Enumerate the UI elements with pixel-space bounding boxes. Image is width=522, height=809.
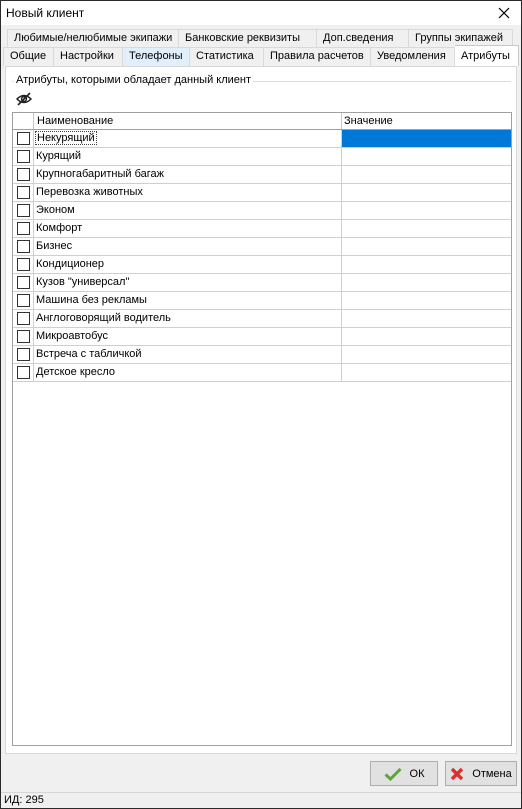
attributes-grid	[12, 112, 512, 746]
table-row[interactable]	[13, 202, 511, 220]
attribute-value-cell[interactable]	[342, 202, 511, 219]
row-check-cell	[13, 220, 34, 237]
attribute-checkbox[interactable]	[17, 348, 30, 361]
attributes-panel	[5, 66, 517, 754]
attribute-name-cell[interactable]	[34, 364, 342, 381]
header-value[interactable]: Значение	[344, 115, 393, 127]
attribute-name: Кузов "универсал"	[36, 276, 130, 288]
row-check-cell	[13, 202, 34, 219]
row-check-cell	[13, 274, 34, 291]
row-check-cell	[13, 328, 34, 345]
table-row[interactable]	[13, 328, 511, 346]
ok-label: ОК	[409, 767, 425, 780]
tab-notifications[interactable]: Уведомления	[371, 47, 455, 66]
attribute-checkbox[interactable]	[17, 204, 30, 217]
attribute-name: Комфорт	[36, 222, 83, 234]
tab-settings[interactable]: Настройки	[54, 47, 123, 66]
row-check-cell	[13, 346, 34, 363]
close-button[interactable]	[489, 1, 519, 25]
table-row[interactable]	[13, 166, 511, 184]
attribute-value-cell[interactable]	[342, 130, 511, 147]
cancel-label: Отмена	[472, 767, 512, 780]
ok-button[interactable]	[370, 761, 438, 786]
attribute-checkbox[interactable]	[17, 168, 30, 181]
attribute-checkbox[interactable]	[17, 294, 30, 307]
row-check-cell	[13, 148, 34, 165]
attribute-name-cell[interactable]	[34, 220, 342, 237]
attribute-name-cell[interactable]	[34, 166, 342, 183]
row-check-cell	[13, 364, 34, 381]
attribute-name-cell[interactable]	[34, 238, 342, 255]
attribute-checkbox[interactable]	[17, 312, 30, 325]
grid-header	[13, 113, 511, 130]
attribute-name-cell[interactable]	[34, 130, 342, 147]
attribute-value-cell[interactable]	[342, 346, 511, 363]
attribute-name-cell[interactable]	[34, 346, 342, 363]
attribute-value-cell[interactable]	[342, 166, 511, 183]
client-id: ИД: 295	[4, 794, 44, 806]
table-row[interactable]	[13, 220, 511, 238]
attribute-name-cell[interactable]	[34, 148, 342, 165]
checkmark-icon	[384, 767, 402, 781]
row-check-cell	[13, 292, 34, 309]
tab-calc-rules[interactable]: Правила расчетов	[264, 47, 371, 66]
attribute-checkbox[interactable]	[17, 132, 30, 145]
attribute-name: Встреча с табличкой	[36, 348, 142, 360]
table-row[interactable]	[13, 238, 511, 256]
attribute-value-cell[interactable]	[342, 328, 511, 345]
attribute-name: Кондиционер	[36, 258, 105, 270]
tab-statistics[interactable]: Статистика	[190, 47, 264, 66]
attribute-checkbox[interactable]	[17, 258, 30, 271]
attribute-name: Детское кресло	[36, 366, 116, 378]
attribute-checkbox[interactable]	[17, 222, 30, 235]
attribute-name: Некурящий	[37, 132, 95, 144]
attribute-value-cell[interactable]	[342, 148, 511, 165]
table-row[interactable]	[13, 256, 511, 274]
tab-favorite-crews[interactable]: Любимые/нелюбимые экипажи	[7, 29, 179, 48]
attribute-name: Англоговорящий водитель	[36, 312, 171, 324]
attribute-checkbox[interactable]	[17, 366, 30, 379]
attribute-value-cell[interactable]	[342, 274, 511, 291]
attribute-checkbox[interactable]	[17, 150, 30, 163]
tabs-area	[1, 25, 521, 67]
attribute-name: Эконом	[36, 204, 75, 216]
table-row[interactable]	[13, 292, 511, 310]
attribute-name-cell[interactable]	[34, 310, 342, 327]
attribute-name: Перевозка животных	[36, 186, 143, 198]
row-check-cell	[13, 310, 34, 327]
button-bar	[1, 754, 521, 792]
attribute-value-cell[interactable]	[342, 256, 511, 273]
table-row[interactable]	[13, 130, 511, 148]
toggle-visibility-button[interactable]	[15, 91, 33, 107]
attribute-value-cell[interactable]	[342, 184, 511, 201]
table-row[interactable]	[13, 184, 511, 202]
eye-off-icon	[15, 91, 33, 107]
table-row[interactable]	[13, 346, 511, 364]
attribute-checkbox[interactable]	[17, 276, 30, 289]
attribute-name-cell[interactable]	[34, 184, 342, 201]
attribute-name-cell[interactable]	[34, 292, 342, 309]
row-check-cell	[13, 166, 34, 183]
row-check-cell	[13, 238, 34, 255]
attribute-name: Курящий	[36, 150, 82, 162]
attribute-value-cell[interactable]	[342, 292, 511, 309]
window-title: Новый клиент	[6, 6, 85, 20]
header-name[interactable]: Наименование	[34, 113, 342, 129]
attribute-name: Машина без рекламы	[36, 294, 147, 306]
attribute-checkbox[interactable]	[17, 186, 30, 199]
close-icon	[498, 7, 510, 19]
header-check-cell	[13, 113, 34, 129]
attribute-name: Крупногабаритный багаж	[36, 168, 164, 180]
title-bar	[1, 1, 521, 25]
tab-row-top	[7, 29, 513, 48]
attribute-value-cell[interactable]	[342, 364, 511, 381]
tab-bank-details[interactable]: Банковские реквизиты	[179, 29, 317, 48]
tab-attributes[interactable]: Атрибуты	[455, 45, 519, 66]
attribute-name-cell[interactable]	[34, 328, 342, 345]
cancel-button[interactable]	[445, 761, 517, 786]
attribute-value-cell[interactable]	[342, 238, 511, 255]
tab-additional-info[interactable]: Доп.сведения	[317, 29, 409, 48]
tab-phones[interactable]: Телефоны	[123, 47, 190, 66]
attribute-value-cell[interactable]	[342, 220, 511, 237]
table-row[interactable]	[13, 274, 511, 292]
attribute-name-cell[interactable]	[34, 274, 342, 291]
attribute-name: Бизнес	[36, 240, 73, 252]
attribute-name-cell[interactable]	[34, 256, 342, 273]
attribute-value-cell[interactable]	[342, 310, 511, 327]
tab-general[interactable]: Общие	[3, 47, 54, 66]
row-check-cell	[13, 130, 34, 147]
table-row[interactable]	[13, 310, 511, 328]
tab-crew-groups[interactable]: Группы экипажей	[409, 29, 513, 48]
attribute-checkbox[interactable]	[17, 330, 30, 343]
cancel-x-icon	[450, 767, 464, 781]
tab-row-bottom	[3, 47, 519, 66]
attribute-checkbox[interactable]	[17, 240, 30, 253]
table-row[interactable]	[13, 364, 511, 382]
attribute-name: Микроавтобус	[36, 330, 109, 342]
grid-body	[13, 130, 511, 382]
group-label: Атрибуты, которыми обладает данный клиент	[16, 74, 252, 86]
table-row[interactable]	[13, 148, 511, 166]
row-check-cell	[13, 184, 34, 201]
status-bar	[1, 792, 521, 808]
attribute-name-cell[interactable]	[34, 202, 342, 219]
row-check-cell	[13, 256, 34, 273]
